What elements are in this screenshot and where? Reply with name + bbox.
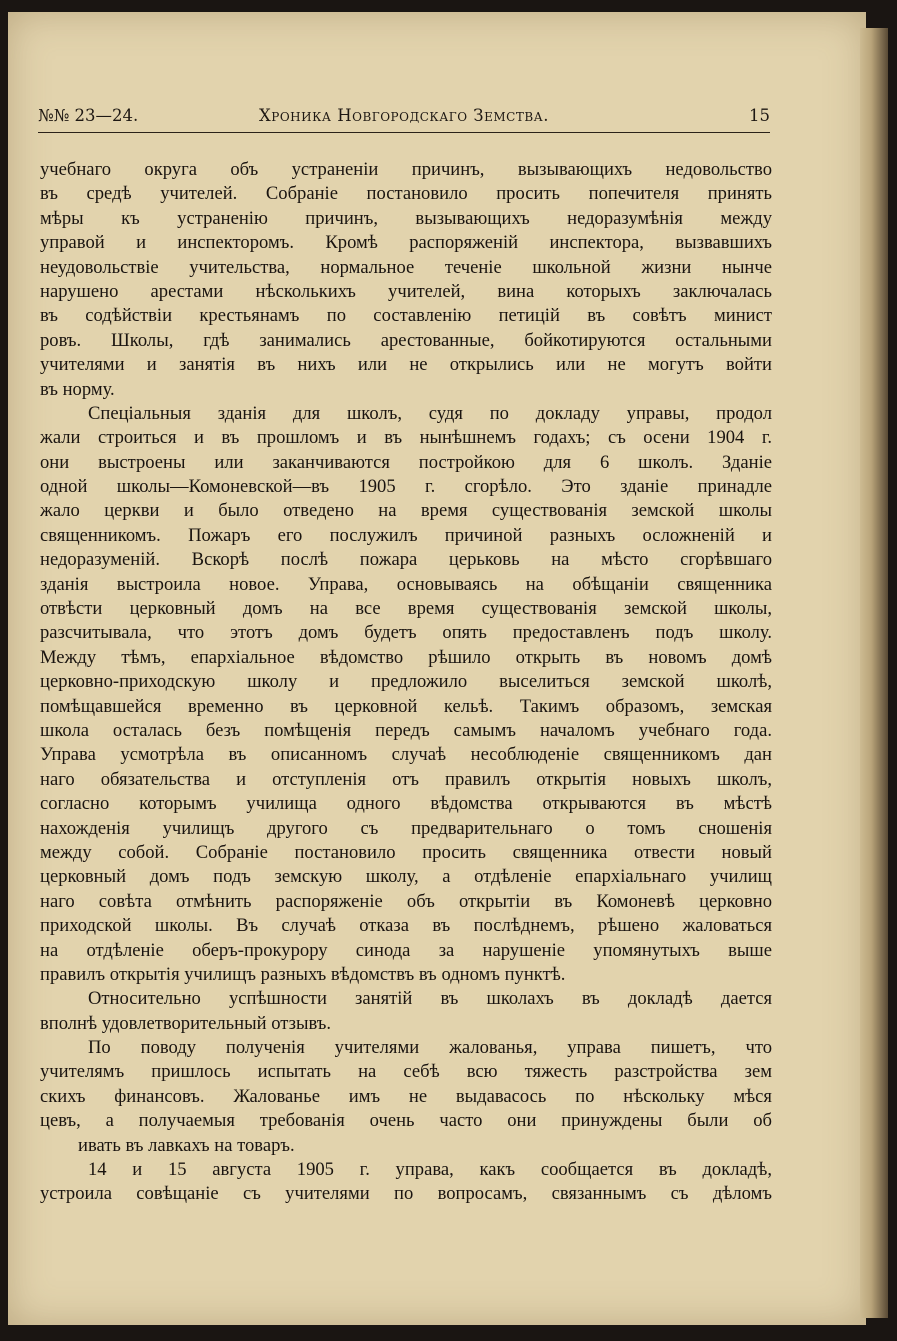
text-line: неудовольствіе учительства, нормальное теченіе школьной жизни нынче bbox=[40, 256, 772, 278]
text-line: Управа усмотрѣла въ описанномъ случаѣ несоблюденіе священникомъ дан bbox=[40, 744, 772, 766]
text-line: учебнаго округа объ устраненіи причинъ, вызывающихъ недовольство bbox=[40, 159, 772, 180]
text-line: наго совѣта отмѣнить распоряженіе объ открытіи въ Комоневѣ церковно bbox=[40, 890, 772, 912]
text-line: правилъ открытія училищъ разныхъ вѣдомствъ въ одномъ пунктѣ. bbox=[40, 963, 566, 985]
text-line: учителямъ пришлось испытать на себѣ всю тяжесть разстройства зем bbox=[40, 1061, 772, 1083]
text-line: зданія выстроила новое. Управа, основываясь на обѣщаніи священника bbox=[40, 573, 772, 595]
text-line: помѣщавшейся временно въ церковной кельѣ. Такимъ образомъ, земская bbox=[40, 695, 772, 717]
text-line: учителями и занятія въ нихъ или не открылись или не могутъ войти bbox=[40, 354, 772, 376]
text-line: между собой. Собраніе постановило просить священника отвести новый bbox=[40, 841, 772, 863]
text-line: школа осталась безъ помѣщенія передъ самымъ началомъ учебнаго года. bbox=[40, 719, 772, 741]
text-line: наго обязательства и отступленія отъ правилъ открытія новыхъ школъ, bbox=[40, 768, 772, 790]
running-title: Хроника Новгородскаго Земства. bbox=[259, 106, 549, 125]
text-line: ивать въ лавкахъ на товаръ. bbox=[78, 1134, 295, 1156]
text-line: въ средѣ учителей. Собраніе постановило просить попечителя принять bbox=[40, 183, 772, 205]
text-line: По поводу полученія учителями жалованья, управа пишетъ, что bbox=[88, 1037, 772, 1059]
body-text bbox=[40, 158, 772, 1207]
text-line: разсчитывала, что этотъ домъ будетъ опять предоставленъ подъ школу. bbox=[40, 622, 772, 644]
text-line: церковный домъ подъ земскую школу, а отдѣленіе епархіальнаго училищ bbox=[40, 866, 772, 888]
text-line: въ норму. bbox=[40, 378, 115, 400]
text-line: на отдѣленіе оберъ-прокурору синода за нарушеніе упомянутыхъ выше bbox=[40, 939, 772, 961]
issue-number: №№ 23—24. bbox=[38, 106, 139, 125]
text-line: церковно-приходскую школу и предложило выселиться земской школѣ, bbox=[40, 671, 772, 693]
text-line: Между тѣмъ, епархіальное вѣдомство рѣшило открыть въ новомъ домѣ bbox=[40, 646, 772, 668]
text-line: согласно которымъ училища одного вѣдомства открываются въ мѣстѣ bbox=[40, 793, 772, 815]
text-line: жали строиться и въ прошломъ и въ нынѣшнемъ годахъ; съ осени 1904 г. bbox=[40, 427, 772, 449]
text-line: отвѣсти церковный домъ на все время существованія земской школы, bbox=[40, 598, 772, 620]
text-line: нарушено арестами нѣсколькихъ учителей, вина которыхъ заключалась bbox=[40, 280, 772, 302]
text-line: недоразуменій. Вскорѣ послѣ пожара церьковь на мѣсто сгорѣвшаго bbox=[40, 549, 772, 571]
text-line: священникомъ. Пожаръ его послужилъ причиной разныхъ осложненій и bbox=[40, 524, 772, 546]
text-line: ровъ. Школы, гдѣ занимались арестованные, бойкотируются остальными bbox=[40, 329, 772, 351]
text-line: они выстроены или заканчиваются постройкою для 6 школъ. Зданіе bbox=[40, 451, 772, 473]
text-line: мѣры къ устраненію причинъ, вызывающихъ недоразумѣнія между bbox=[40, 207, 772, 229]
text-line: управой и инспекторомъ. Кромѣ распоряженій инспектора, вызвавшихъ bbox=[40, 232, 772, 254]
text-line: жало церкви и было отведено на время существованія земской школы bbox=[40, 500, 772, 522]
text-line: вполнѣ удовлетворительный отзывъ. bbox=[40, 1012, 332, 1034]
text-line: Спеціальныя зданія для школъ, судя по докладу управы, продол bbox=[88, 402, 772, 424]
text-line: устроила совѣщаніе съ учителями по вопросамъ, связаннымъ съ дѣломъ bbox=[40, 1183, 772, 1205]
running-header bbox=[38, 106, 770, 130]
text-line: нахожденія училищъ другого съ предварительнаго о томъ сношенія bbox=[40, 817, 772, 839]
text-line: одной школы—Комоневской—въ 1905 г. сгорѣло. Это зданіе принадле bbox=[40, 476, 772, 498]
text-line: 14 и 15 августа 1905 г. управа, какъ сообщается въ докладѣ, bbox=[88, 1159, 772, 1181]
text-line: приходской школы. Въ случаѣ отказа въ послѣднемъ, рѣшено жаловаться bbox=[40, 915, 772, 937]
text-line: скихъ финансовъ. Жалованье имъ не выдавасось по нѣскольку мѣся bbox=[40, 1085, 772, 1107]
text-line: въ содѣйствіи крестьянамъ по составленію петицій въ совѣтъ минист bbox=[40, 305, 772, 327]
text-line: цевъ, а получаемыя требованія очень часто они принуждены были об bbox=[40, 1110, 772, 1132]
page-number: 15 bbox=[749, 106, 770, 125]
text-line: Относительно успѣшности занятій въ школахъ въ докладѣ дается bbox=[88, 988, 772, 1010]
page-edge bbox=[860, 28, 888, 1318]
header-rule bbox=[38, 132, 770, 133]
